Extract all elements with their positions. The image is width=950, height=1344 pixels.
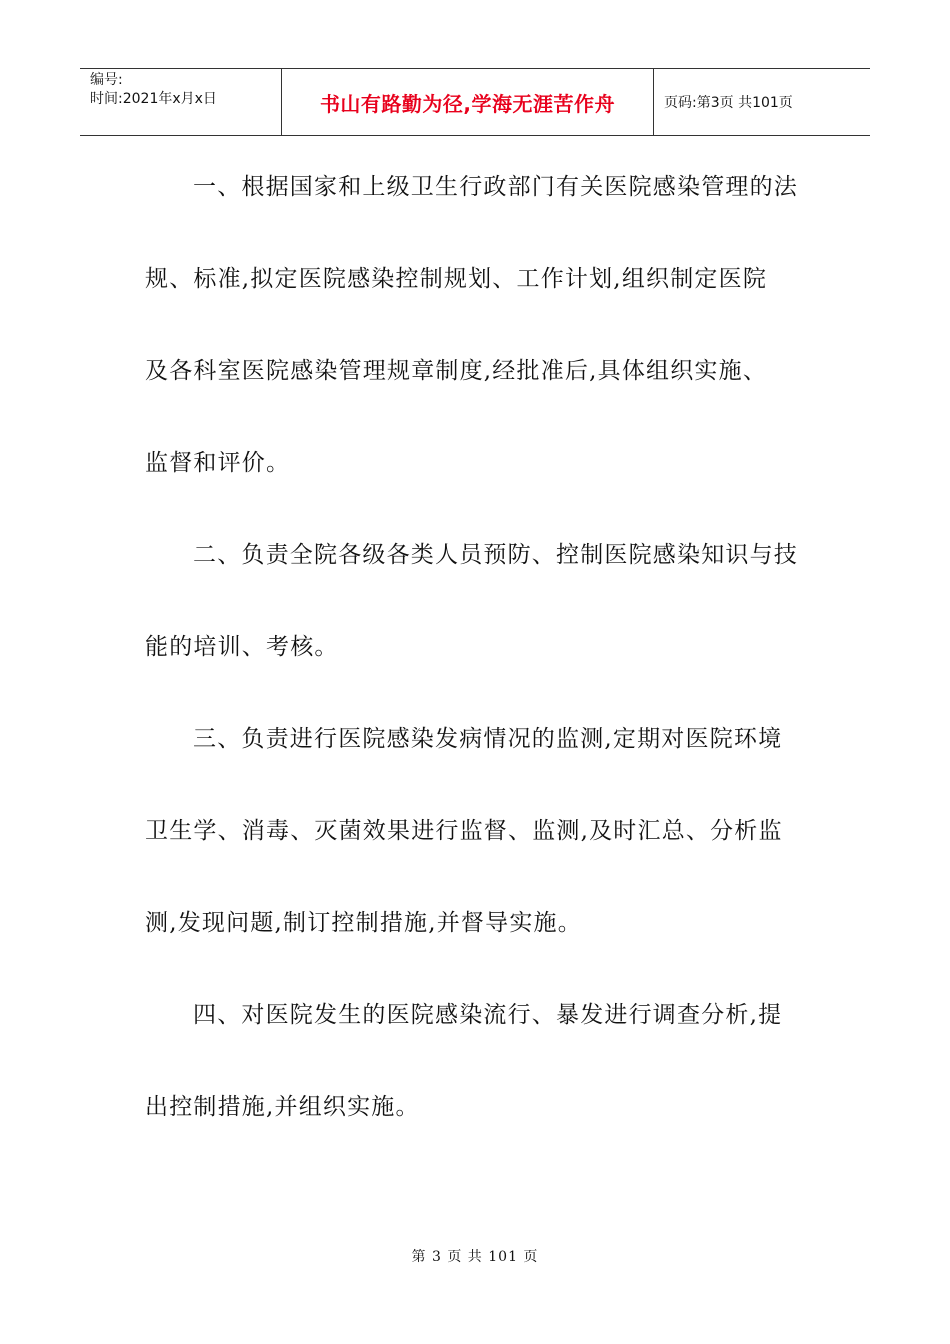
header-motto-cell xyxy=(282,69,654,135)
page-footer xyxy=(0,1246,950,1266)
paragraph-line: 三、负责进行医院感染发病情况的监测,定期对医院环境 xyxy=(193,726,783,752)
header-page-cell xyxy=(654,69,870,135)
paragraph-line: 一、根据国家和上级卫生行政部门有关医院感染管理的法 xyxy=(193,174,798,200)
footer-page-number: 第 3 页 共 101 页 xyxy=(411,1249,539,1265)
paragraph-line: 测,发现问题,制订控制措施,并督导实施。 xyxy=(145,910,582,936)
paragraph-line: 及各科室医院感染管理规章制度,经批准后,具体组织实施、 xyxy=(145,358,768,384)
document-body xyxy=(145,163,805,1175)
header-page-info: 页码:第3页 共101页 xyxy=(664,95,793,111)
paragraph-line: 能的培训、考核。 xyxy=(145,634,339,660)
paragraph-line: 卫生学、消毒、灭菌效果进行监督、监测,及时汇总、分析监 xyxy=(145,818,783,844)
paragraph-line: 四、对医院发生的医院感染流行、暴发进行调查分析,提 xyxy=(193,1002,783,1028)
document-time-label: 时间:2021年x月x日 xyxy=(90,91,217,107)
document-number-label: 编号: xyxy=(90,72,123,88)
header-motto: 书山有路勤为径,学海无涯苦作舟 xyxy=(319,91,616,116)
paragraph-line: 规、标准,拟定医院感染控制规划、工作计划,组织制定医院 xyxy=(145,266,768,292)
paragraph-line: 出控制措施,并组织实施。 xyxy=(145,1094,420,1120)
page-header xyxy=(80,68,870,136)
header-meta-cell xyxy=(80,69,282,135)
paragraph-line: 二、负责全院各级各类人员预防、控制医院感染知识与技 xyxy=(193,542,798,568)
paragraph-line: 监督和评价。 xyxy=(145,450,291,476)
